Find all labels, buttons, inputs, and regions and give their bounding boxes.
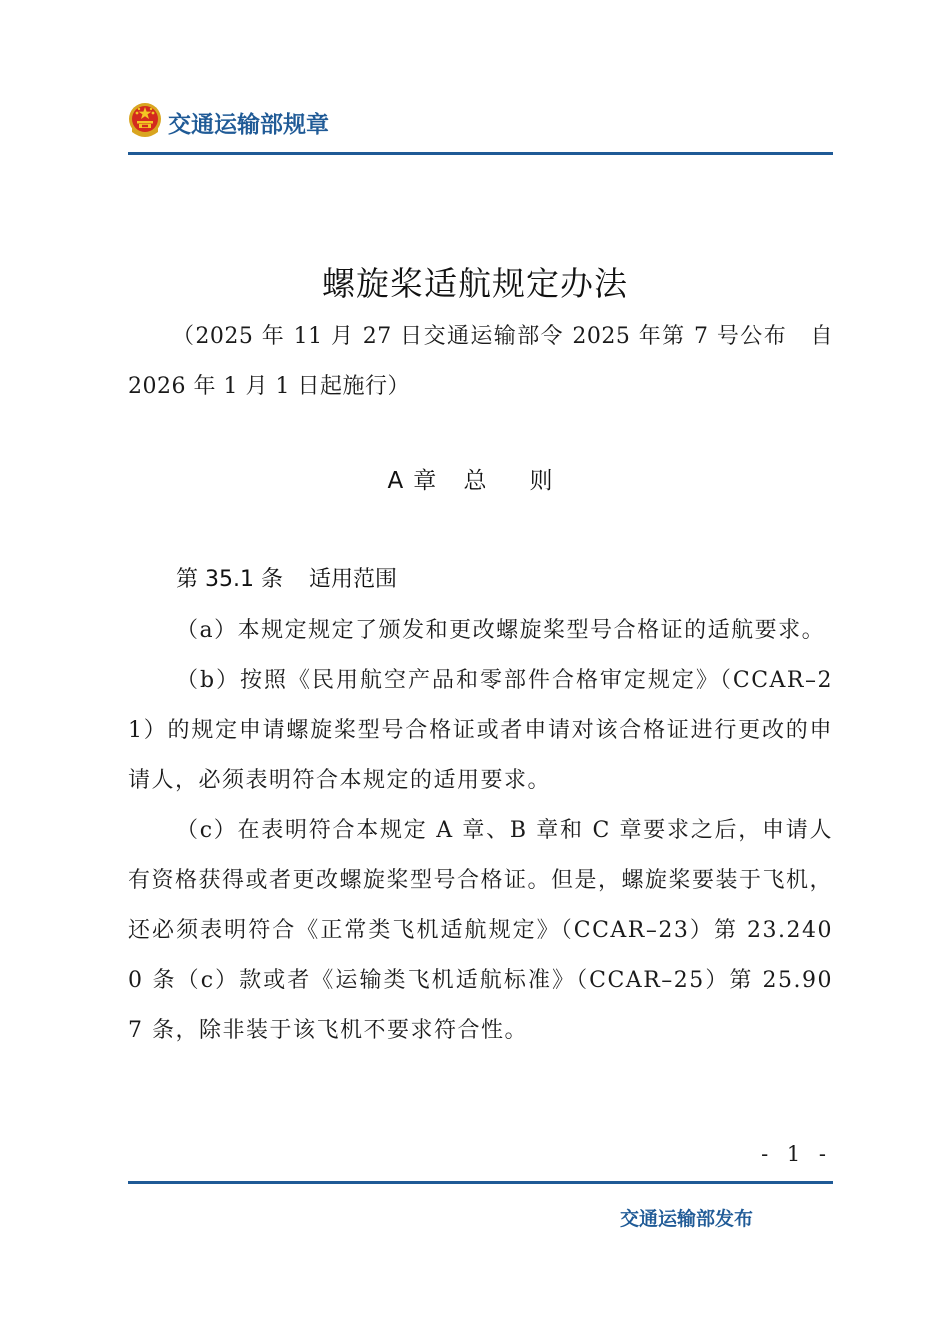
article-number: 第 35.1 条 — [176, 567, 283, 592]
national-emblem-icon — [128, 102, 162, 138]
header-title: 交通运输部规章 — [168, 112, 329, 138]
document-title: 螺旋桨适航规定办法 — [322, 264, 628, 303]
footer-publisher: 交通运输部发布 — [620, 1208, 754, 1230]
page-header — [128, 100, 833, 156]
promulgation-note: （2025 年 11 月 27 日交通运输部令 2025 年第 7 号公布 自 2026 年 1 月 1 日起施行） — [128, 324, 833, 399]
footer-divider — [128, 1181, 833, 1184]
article-title: 适用范围 — [308, 567, 397, 592]
paragraph-c: （c）在表明符合本规定 A 章、B 章和 C 章要求之后，申请人有资格获得或者更改螺旋桨型号合格证。但是，螺旋桨要装于飞机，还必须表明符合《正常类飞机适航规定》（CCAR–23）第 23.2400 条（c）款或者《运输类飞机适航标准》（CCAR–25）第 25.907 条，除非装于该飞机不要求符合性。 — [128, 818, 834, 1043]
article-heading — [176, 562, 397, 593]
paragraph-a: （a）本规定规定了颁发和更改螺旋桨型号合格证的适航要求。 — [176, 618, 826, 643]
paragraph-b: （b）按照《民用航空产品和零部件合格审定规定》（CCAR–21）的规定申请螺旋桨型号合格证或者申请对该合格证进行更改的申请人，必须表明符合本规定的适用要求。 — [128, 668, 833, 793]
article-body — [128, 606, 833, 1056]
page-number: - 1 - — [761, 1142, 832, 1166]
chapter-heading — [0, 462, 950, 495]
header-divider — [128, 152, 833, 155]
chapter-heading-text: A章 总 则 — [387, 468, 563, 494]
